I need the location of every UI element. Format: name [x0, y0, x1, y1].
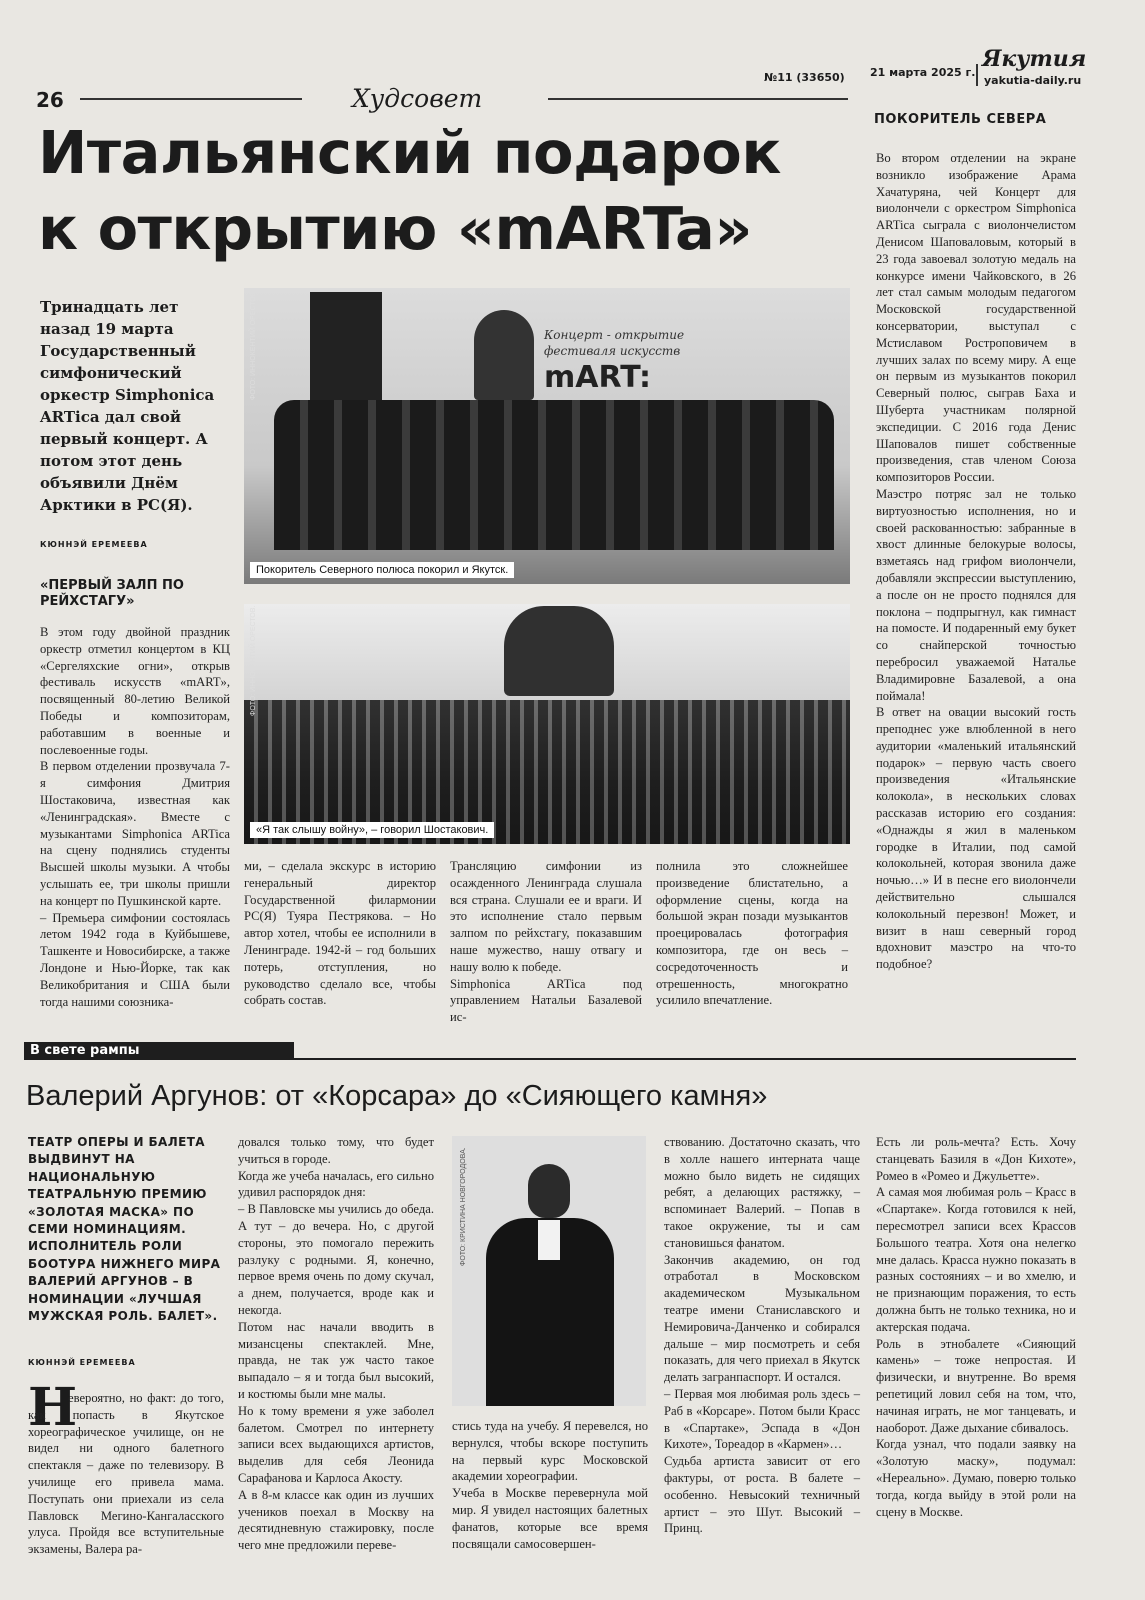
rubric-rule [294, 1058, 1076, 1060]
screen-logo: mART: [544, 360, 652, 395]
page-number: 26 [36, 88, 64, 112]
article1-column-2: ми, – сделала экскурс в историю генеральный директор Государственной филармонии РС(Я) Туяра Пестрякова. – Но автор хотел, чтобы ее исполнили в Ленинграде. 1942-й – год больших потерь, отступления, но руководство сделало все, чтобы собрать состав. [244, 859, 436, 1008]
header-rule-left [80, 98, 302, 100]
photo1-caption: Покоритель Северного полюса покорил и Якутск. [250, 562, 514, 578]
rubric-label: В свете рампы [30, 1043, 140, 1058]
issue-number: №11 (33650) [764, 71, 845, 84]
screen-text-line2: фестиваля искусств [544, 344, 681, 358]
newspaper-site: yakutia-daily.ru [984, 74, 1082, 87]
article1-column-3: Трансляцию симфонии из осажденного Ленинграда слушала вся страна. Слушали ее и враги. И это исполнение стало первым залпом по рейхстагу, показавшим наше мужество, нашу отвагу и нашу волю к победе. Simphonica ARTica под управлением Натальи Базалевой ис- [450, 859, 642, 1025]
photo-orchestra-stage [244, 288, 850, 584]
section-label: Худсовет [352, 84, 483, 113]
article2-dropcap: Н [28, 1377, 78, 1438]
headline-article1-line2: к открытию «mARTa» [38, 194, 752, 263]
article2-lead: ТЕАТР ОПЕРЫ И БАЛЕТА ВЫДВИНУТ НА НАЦИОНАЛЬНУЮ ТЕАТРАЛЬНУЮ ПРЕМИЮ «ЗОЛОТАЯ МАСКА» ПО СЕМИ НОМИНАЦИЯМ. ИСПОЛНИТЕЛЬ РОЛИ БООТУРА НИЖНЕГО МИРА ВАЛЕРИЙ АРГУНОВ – В НОМИНАЦИИ «ЛУЧШАЯ МУЖСКАЯ РОЛЬ. БАЛЕТ». [28, 1135, 221, 1324]
article1-column-4: полнила это сложнейшее произведение блистательно, а оформление сцены, когда на большой экран позади музыкантов проецировалась фотография композитора, где он весь – сосредоточенность и отрешенность, многократно усилило впечатление. [656, 859, 848, 1008]
article2-column-3: стись туда на учебу. Я перевелся, но вернулся, чтобы вскоре поступить на первый курс Московской академии хореографии. Учеба в Москве перевернула мой мир. Я увидел настоящих балетных фанатов, которые все время посвящали самосовершен- [452, 1419, 648, 1551]
article2-column-1: евероятно, но факт: до того, как попасть в Якутское хореографическое училище, он не видел ни одного балетного спектакля – даже по телевизору. В училище его привела мама. Поступать они приехали из села Павловск Мегино-Кангаласского улуса. Пройдя все вступительные экзамены, Валера ра- [28, 1391, 224, 1557]
composer-portrait [474, 310, 534, 400]
article2-column-4: ствованию. Достаточно сказать, что в холле нашего интерната чаще можно было видеть не сидящих ребят, а делающих растяжку, – вспоминает Валерий. – Попав в такое окружение, ты и сам становишься фанатом. Закончив академию, он год отработал в Московском академическом Музыкальном театре имени Станиславского и Немировича-Данченко и собирался дальше – мир посмотреть и себя показать, для чего приехал в Якутск делать загранпаспорт. И остался. – Первая моя любимая роль здесь – Раб в «Корсаре». Потом были Красс в «Спартаке», Эспада в «Дон Кихоте», Тореадор в «Кармен»… Судьба артиста зависит от его фактуры, от роста. В балете – особенно. Невысокий техничный артист – это Шут. Высокий – Принц. [664, 1135, 860, 1536]
article1-author: КЮННЭЙ ЕРЕМЕЕВА [40, 540, 148, 549]
portrait-credit: ФОТО: КРИСТИНА НОВГОРОДОВА. [460, 1147, 467, 1266]
logo-divider [976, 64, 978, 86]
sidebar-text: Во втором отделении на экране возникло изображение Арама Хачатуряна, чей Концерт для виолончели с оркестром Simphonica ARTica сыграла с виолончелистом Денисом Шаповаловым, который в 23 года завоевал золотую медаль на конкурсе имени Чайковского, в 26 лет стал самым молодым педагогом Московской государственной консерватории, выступал с Мстиславом Ростроповичем в лучших залах по всему миру. А еще он первым из музыкантов покорил Северный полюс, сыграв Баха и Шуберта участникам полярной экспедиции. С 2016 года Денис Шаповалов пишет собственные произведения, став членом Союза композиторов России. Маэстро потряс зал не только виртуозностью исполнения, но и своей раскованностью: забранные в хвост длинные белокурые волосы, взметаясь над грифом виолончели, добавляли экспрессии выступлению, а после он не просто поднялся для поклона – подпрыгнул, как гимнаст на помосте. И подаренный ему букет со снайперской точностью перебросил уважаемой Наталье Владимировне Базалевой, а она поймала! В ответ на овации высокий гость преподнес уже влюбленной в него аудитории «маленький итальянский подарок» – первую часть своего произведения «Итальянские колокола», в нескольких словах рассказав историю его создания: «Однажды я жил в маленьком городке в Италии, под самой колокольней, которая звонила даже ночью…» И в песне его виолончели действительно слышался колокольный перезвон! Может, и визит в наш северный город вдохновит маэстро на что-то подобное? [876, 151, 1076, 972]
page-header [0, 0, 1145, 120]
photo2-caption: «Я так слышу войну», – говорил Шостакович. [250, 822, 494, 838]
article1-subhead: «ПЕРВЫЙ ЗАЛП ПО РЕЙХСТАГУ» [40, 578, 184, 609]
photo-valery-argunov [452, 1136, 646, 1406]
article2-column-2: довался только тому, что будет учиться в городе. Когда же учеба началась, его сильно удивил распорядок дня: – В Павловске мы учились до обеда. А тут – до вечера. Но, с другой стороны, это помогало пережить разлуку с родными. Я, конечно, первое время очень по дому скучал, а днем, получается, вроде как и некогда. Потом нас начали вводить в мизансцены спектаклей. Мне, правда, не так уж часто такое выпадало – я и тогда был высокий, и костюмы были мне малы. Но к тому времени я уже заболел балетом. Смотрел по интернету записи всех выдающихся артистов, выделив для себя Леонида Сарафанова и Карлоса Акосту. А в 8-м классе как один из лучших учеников поехал в Москву на десятидневную стажировку, после чего мне предложили переве- [238, 1135, 434, 1553]
header-rule-right [548, 98, 848, 100]
screen-text-line1: Концерт - открытие [544, 328, 685, 342]
stage-door [310, 292, 382, 412]
headline-article2: Валерий Аргунов: от «Корсара» до «Сияющего камня» [26, 1080, 768, 1112]
portrait-head [528, 1164, 570, 1218]
article2-column-5: Есть ли роль-мечта? Есть. Хочу станцевать Базиля в «Дон Кихоте», Ромео в «Ромео и Джульетте». А самая моя любимая роль – Красс в «Спартаке». Когда готовился к ней, пересмотрел записи всех Крассов Большого театра. Хотя она нелегко мне далась. Красса нужно показать в разных состояниях – и во хмелю, и не признающим поражения, то есть должна быть не только техника, но и актерская подача. Роль в этнобалете «Сияющий камень» – тоже непростая. И физически, и внутренне. Во время репетиций ловил себя на том, что, начиная играть, не мог танцевать, и наоборот. Даже дыхание сбивалось. Когда узнал, что подали заявку на «Золотую маску», подумал: «Нереально». Думаю, поверю только тогда, когда выйду в этой роли на сцену в Москве. [876, 1135, 1076, 1519]
newspaper-logo: Якутия [982, 46, 1087, 72]
photo-orchestra-shostakovich [244, 604, 850, 844]
portrait-shirt [538, 1220, 560, 1260]
photo2-credit: ФОТО: ИННОКЕНТИЙ ОРЕСТОВ. [250, 605, 257, 716]
shostakovich-portrait [504, 606, 614, 696]
article1-column-1: В этом году двойной праздник оркестр отметил концертом в КЦ «Сергеляхские огни», открыв фестиваль искусств «mART», посвященный 80-летию Великой Победы и композиторам, работавшим в военные и послевоенные годы. В первом отделении прозвучала 7-я симфония Дмитрия Шостаковича, известная как «Ленинградская». Вместе с музыкантами Simphonica ARTica на сцену поднялись студенты Высшей школы музыки. А чтобы услышать ее, три школы пришли на концерт по Пушкинской карте. – Премьера симфонии состоялась летом 1942 года в Куйбышеве, Ташкенте и Новосибирске, а также Лондоне и Нью-Йорке, так как Великобритания и США были тогда нашими союзника- [40, 625, 230, 1009]
headline-article1-line1: Итальянский подарок [38, 118, 781, 187]
sidebar-title: ПОКОРИТЕЛЬ СЕВЕРА [874, 112, 1047, 127]
musicians-group [274, 400, 834, 550]
issue-date: 21 марта 2025 г. [870, 66, 976, 79]
article2-author: КЮННЭЙ ЕРЕМЕЕВА [28, 1358, 136, 1367]
article1-lead: Тринадцать лет назад 19 марта Государственный симфонический оркестр Simphonica ARTica дал свой первый концерт. А потом этот день объявили Днём Арктики в РС(Я). [40, 298, 215, 514]
photo1-credit: ФОТО: ИННОКЕНТИЙ ОРЕСТОВ. [250, 289, 257, 400]
